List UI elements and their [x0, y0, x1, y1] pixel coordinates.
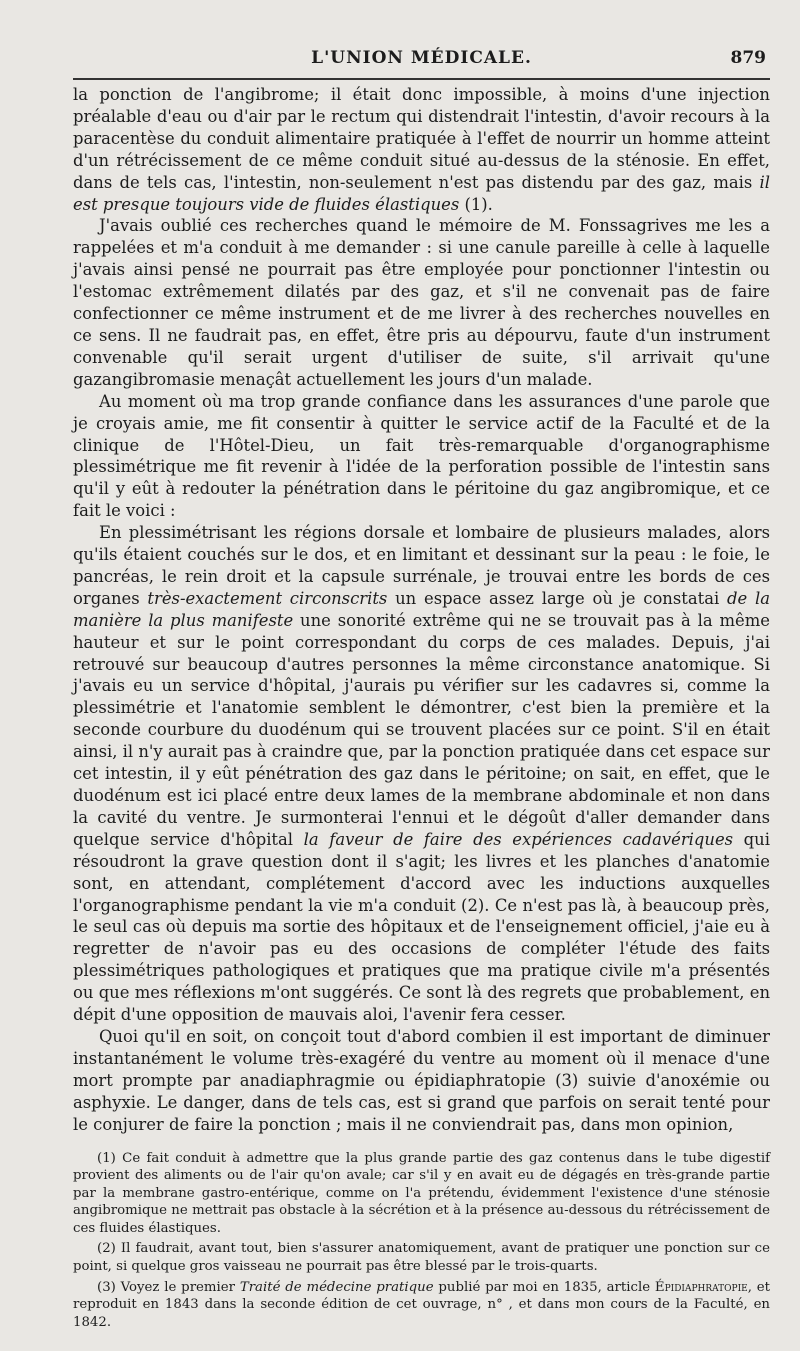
text-run: , et reproduit en 1843 dans la seconde édition de cet ouvrage, n° , et dans mon cours de la Faculté, en 1842. [73, 1279, 770, 1330]
page-number: 879 [730, 48, 766, 68]
footnote-3 [73, 1279, 770, 1332]
small-caps-term: Épidiaphratopie [654, 1279, 748, 1295]
paragraph-3: Au moment où ma trop grande confiance dans les assurances d'une parole que je croyais amie, me fit consentir à quitter le service actif de la Faculté et de la clinique de l'Hôtel-Dieu, un fait très-remarquable d'organographisme plessimétrique me fit revenir à l'idée de la perforation possible de l'intestin sans qu'il y eût à redouter la pénétration dans le péritoine du gaz angibromique, et ce fait le voici : [73, 391, 770, 521]
emphasis: il est presque toujours vide de fluides élastiques [73, 172, 770, 214]
text-run: (3) Voyez le premier [97, 1279, 240, 1295]
emphasis: de la manière la plus manifeste [73, 588, 770, 630]
text-run: un espace assez large où je constatai [387, 588, 727, 608]
running-title: L'UNION MÉDICALE. [311, 48, 532, 68]
footnote-2: (2) Il faudrait, avant tout, bien s'assurer anatomiquement, avant de pratiquer une ponction sur ce point, si quelque gros vaisseau ne pourrait pas être blessé par le trois-quarts. [73, 1241, 770, 1275]
footnotes [73, 1150, 770, 1332]
emphasis: Traité de médecine pratique [239, 1279, 434, 1295]
paragraph-5: Quoi qu'il en soit, on conçoit tout d'abord combien il est important de diminuer instantanément le volume très-exagéré du ventre au moment où il menace d'une mort prompte par anadiaphragmie ou épidiaphratopie (3) suivie d'anoxémie ou asphyxie. Le danger, dans de tels cas, est si grand que parfois on serait tenté pour le conjurer de faire la ponction ; mais il ne conviendrait pas, dans mon opinion, [73, 1026, 770, 1134]
footnote-1: (1) Ce fait conduit à admettre que la plus grande partie des gaz contenus dans le tube digestif provient des aliments ou de l'air qu'on avale; car s'il y en avait eu de dégagés en très-grande partie par la membrane gastro-entérique, comme on l'a prétendu, évidemment l'existence d'une sténosie angibromique ne mettrait pas obstacle à la sécrétion et à la présence au-dessous du rétrécissement de ces fluides élastiques. [73, 1150, 770, 1236]
emphasis: la faveur de faire des expériences cadavériques [303, 829, 734, 849]
page-header [73, 40, 770, 72]
text-run: En plessimétrisant les régions dorsale et lombaire de plusieurs malades, alors qu'ils étaient couchés sur le dos, et en limitant et dessinant sur la peau : le foie, le pancréas, le rein droit et la capsule surrénale, je trouvai entre les bords de ces organes [73, 523, 770, 608]
paragraph-2: J'avais oublié ces recherches quand le mémoire de M. Fonssagrives me les a rappelées et m'a conduit à me demander : si une canule pareille à celle à laquelle j'avais ainsi pensé ne pourrait pas être employée pour ponctionner l'intestin ou l'estomac extrêmement dilatés par des gaz, et s'il ne convenait pas de faire confectionner ce même instrument et de me livrer à des recherches nouvelles en ce sens. Il ne faudrait pas, en effet, être pris au dépourvu, faute d'un instrument convenable qu'il serait urgent d'utiliser de suite, s'il arrivait qu'une gazangibromasie menaçât actuellement les jours d'un malade. [73, 216, 770, 389]
header-rule [73, 78, 770, 80]
text-run: la ponction de l'angibrome; il était donc impossible, à moins d'une injection préalable d'eau ou d'air par le rectum qui distendrait l'intestin, d'avoir recours à la paracentèse du conduit alimentaire pratiquée à l'effet de nourrir un homme atteint d'un rétrécissement de ce même conduit situé au-dessus de la sténosie. En effet, dans de tels cas, l'intestin, non-seulement n'est pas distendu par des gaz, mais [73, 85, 770, 192]
text-run: une sonorité extrême qui ne se trouvait pas à la même hauteur et sur le point correspondant du corps de ces malades. Depuis, j'ai retrouvé sur beaucoup d'autres personnes la même circonstance anatomique. Si j'avais eu un service d'hôpital, j'aurais pu vérifier sur les cadavres si, comme la plessimétrie et l'anatomie semblent le démontrer, c'est bien la première et la seconde courbure du duodénum qui se trouvent placées sur ce point. S'il en était ainsi, il n'y aurait pas à craindre que, par la ponction pratiquée dans cet espace sur cet intestin, il y eût pénétration des gaz dans le péritoine; on sait, en effet, que le duodénum est ici placé entre deux lames de la membrane abdominale et non dans la cavité du ventre. Je surmonterai l'ennui et le dégoût d'aller demander dans quelque service d'hôpital [73, 610, 770, 849]
paragraph-1 [73, 84, 770, 215]
emphasis: très-exactement circonscrits [147, 588, 388, 608]
text-run: publié par moi en 1835, article [433, 1279, 655, 1295]
main-text [73, 84, 770, 1136]
text-run: qui résoudront la grave question dont il s'agit; les livres et les planches d'anatomie sont, en attendant, complétement d'accord avec les inductions auxquelles l'organographisme pendant la vie m'a conduit (2). Ce n'est pas là, à beaucoup près, le seul cas où depuis ma sortie des hôpitaux et de l'enseignement officiel, j'aie eu à regretter de n'avoir pas eu des occasions de compléter l'étude des faits plessimétriques pathologiques et pratiques que ma pratique civile m'a présentés ou que mes réflexions m'ont suggérés. Ce sont là des regrets que probablement, en dépit d'une opposition de mauvais aloi, l'avenir fera cesser. [73, 829, 770, 1025]
text-run: (1). [459, 194, 493, 214]
paragraph-4 [73, 522, 770, 1026]
